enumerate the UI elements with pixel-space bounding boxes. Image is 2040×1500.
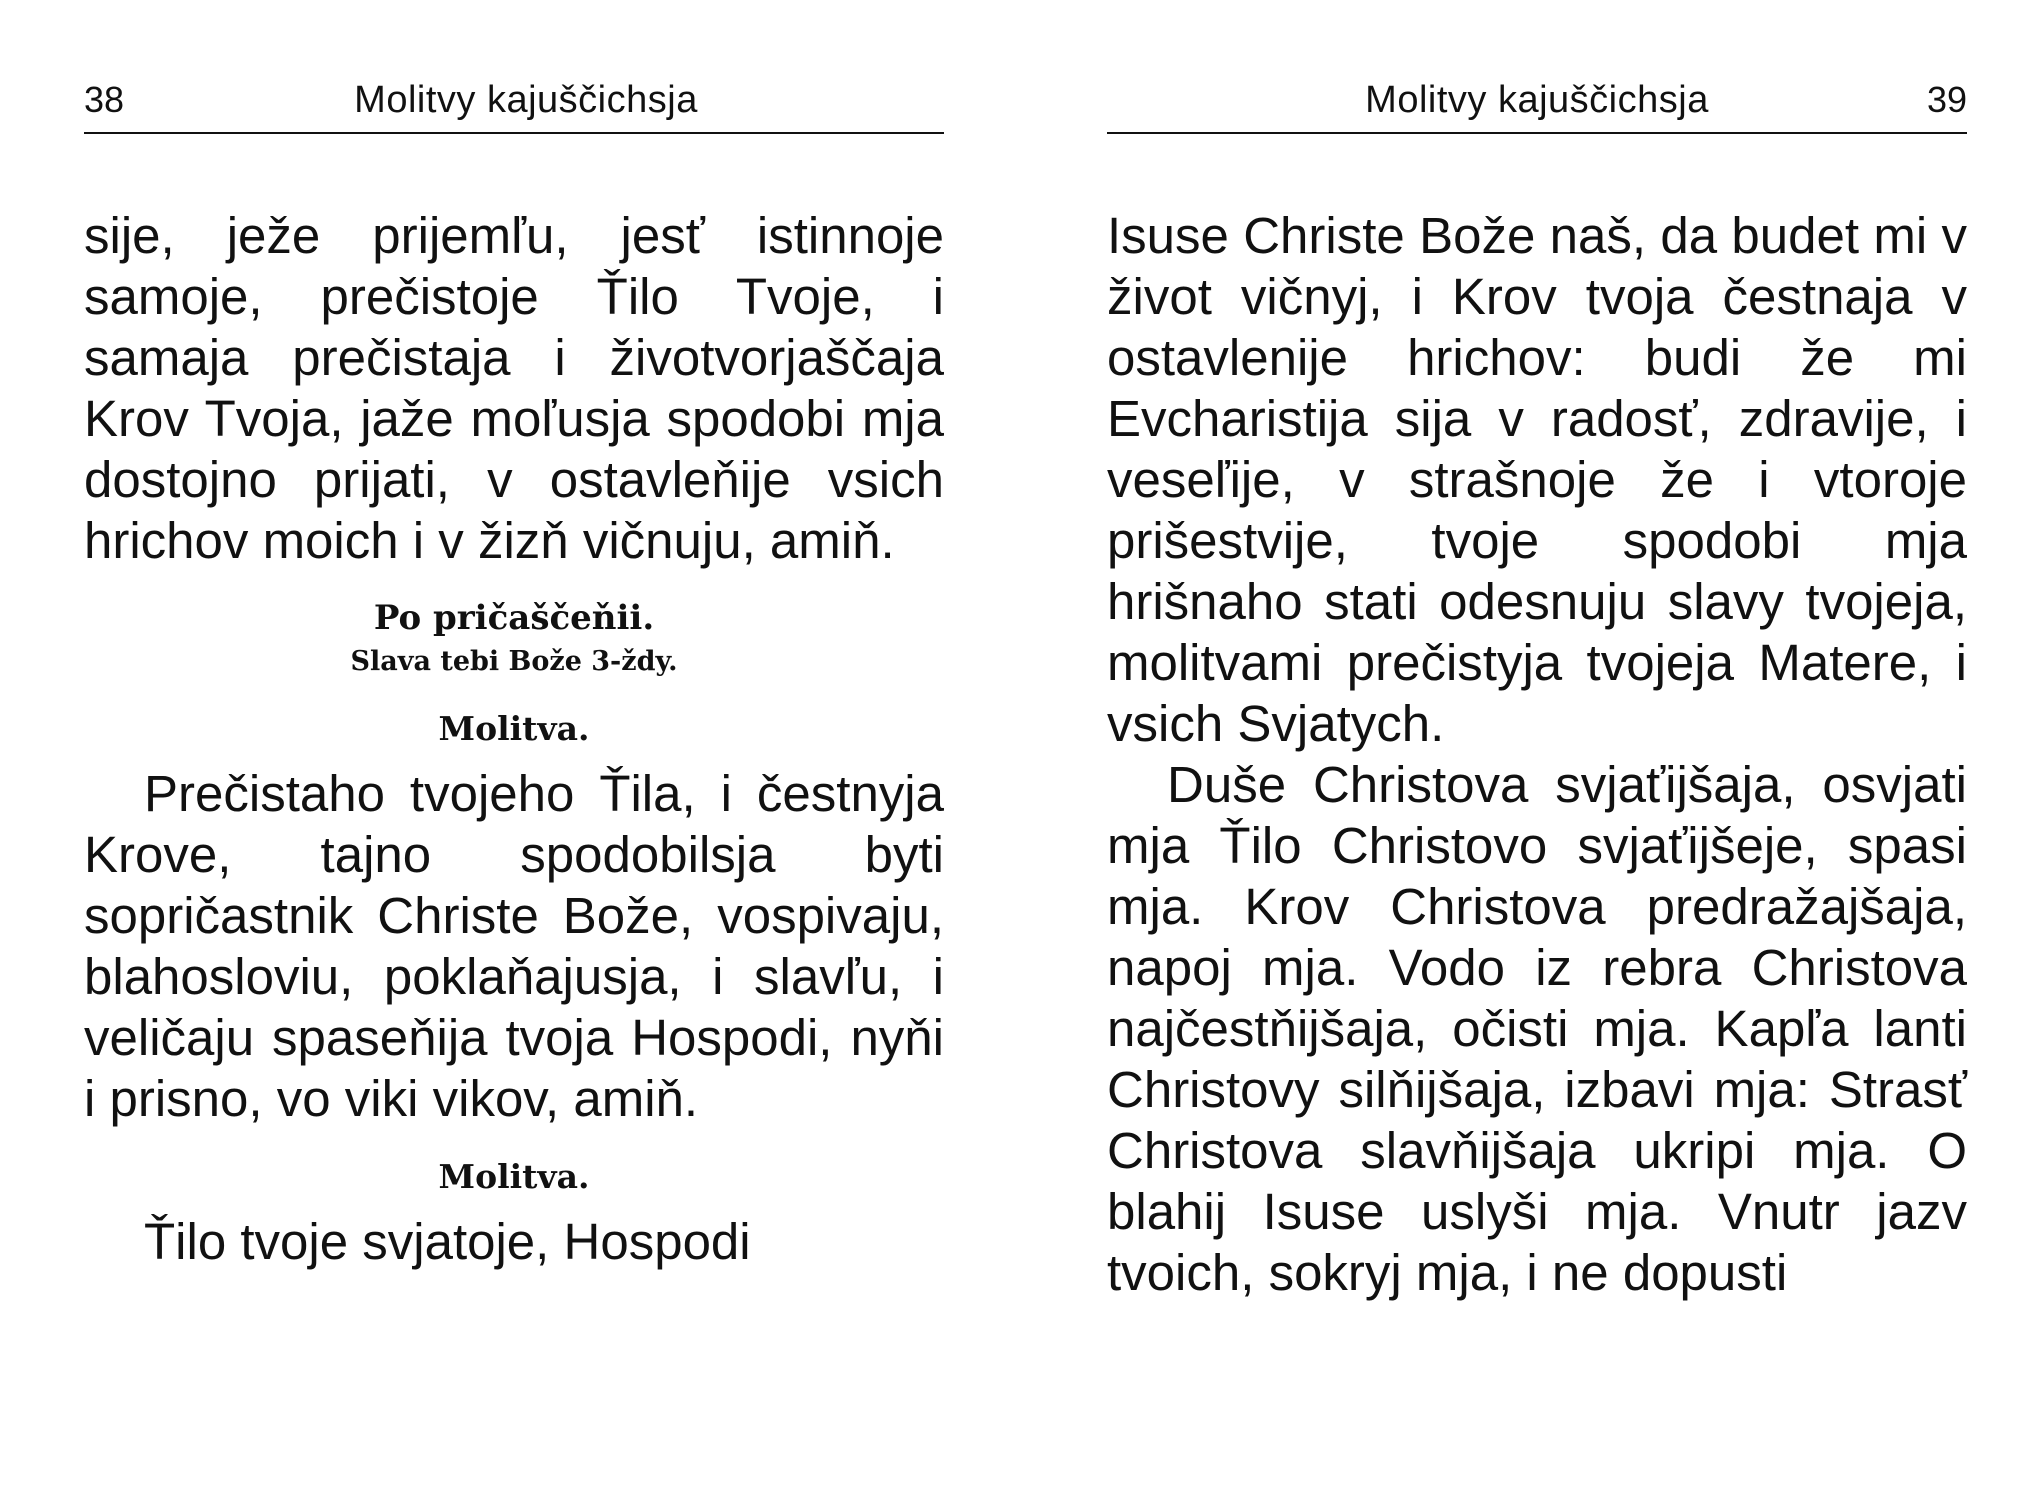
running-title: Molitvy kajuščichsja [354, 79, 698, 121]
paragraph: Isuse Christe Bože naš, da budet mi v život vičnyj, i Krov tvoja čestnaja v ostavlenije hrichov: budi že mi Evcharistija sija v radosť, zdravije, i veseľije, v strašnoje že i vtoroje prišestvije, tvoje spodobi mja hrišnaho stati odesnuju slavy tvojeja, molitvami prečistyja tvojeja Matere, i vsich Svjatych. [1107, 207, 1967, 752]
section-heading: Po pričaščeňii. [373, 598, 655, 638]
prayer-heading: Molitva. [438, 709, 590, 748]
left-page [84, 0, 944, 1500]
page-body [1107, 205, 1967, 1303]
prayer-heading: Molitva. [438, 1157, 590, 1196]
paragraph: Prečistaho tvojeho Ťila, i čestnyja Krove, tajno spodobilsja byti sopričastnik Christe Bože, vospivaju, blahosloviu, poklaňajusja, i slavľu, i veličaju spaseňija tvoja Hospodi, nyňi i prisno, vo viki vikov, amiň. [84, 765, 944, 1127]
running-head [84, 70, 944, 134]
section-subheading: Slava tebi Bože 3-ždy. [350, 646, 678, 677]
paragraph: Duše Christova svjaťijšaja, osvjati mja Ťilo Christovo svjaťijšeje, spasi mja. Krov Christova predražajšaja, napoj mja. Vodo iz rebra Christova najčestňijšaja, očisti mja. Kapľa lanti Christovy silňijšaja, izbavi mja: Strasť Christova slavňijšaja ukripi mja. O blahij Isuse uslyši mja. Vnutr jazv tvoich, sokryj mja, i ne dopusti [1107, 756, 1967, 1301]
right-page [1107, 0, 1967, 1500]
page-number: 39 [1926, 79, 1967, 120]
paragraph: Ťilo tvoje svjatoje, Hospodi [144, 1213, 751, 1270]
running-title: Molitvy kajuščichsja [1365, 79, 1709, 121]
running-head [1107, 70, 1967, 134]
paragraph: sije, ježe prijemľu, jesť istinnoje samoje, prečistoje Ťilo Tvoje, i samaja prečistaja i životvorjaščaja Krov Tvoja, jaže moľusja spodobi mja dostojno prijati, v ostavleňije vsich hrichov moich i v žizň vičnuju, amiň. [84, 207, 944, 569]
page-number: 38 [84, 79, 125, 120]
page-body [84, 205, 944, 1272]
